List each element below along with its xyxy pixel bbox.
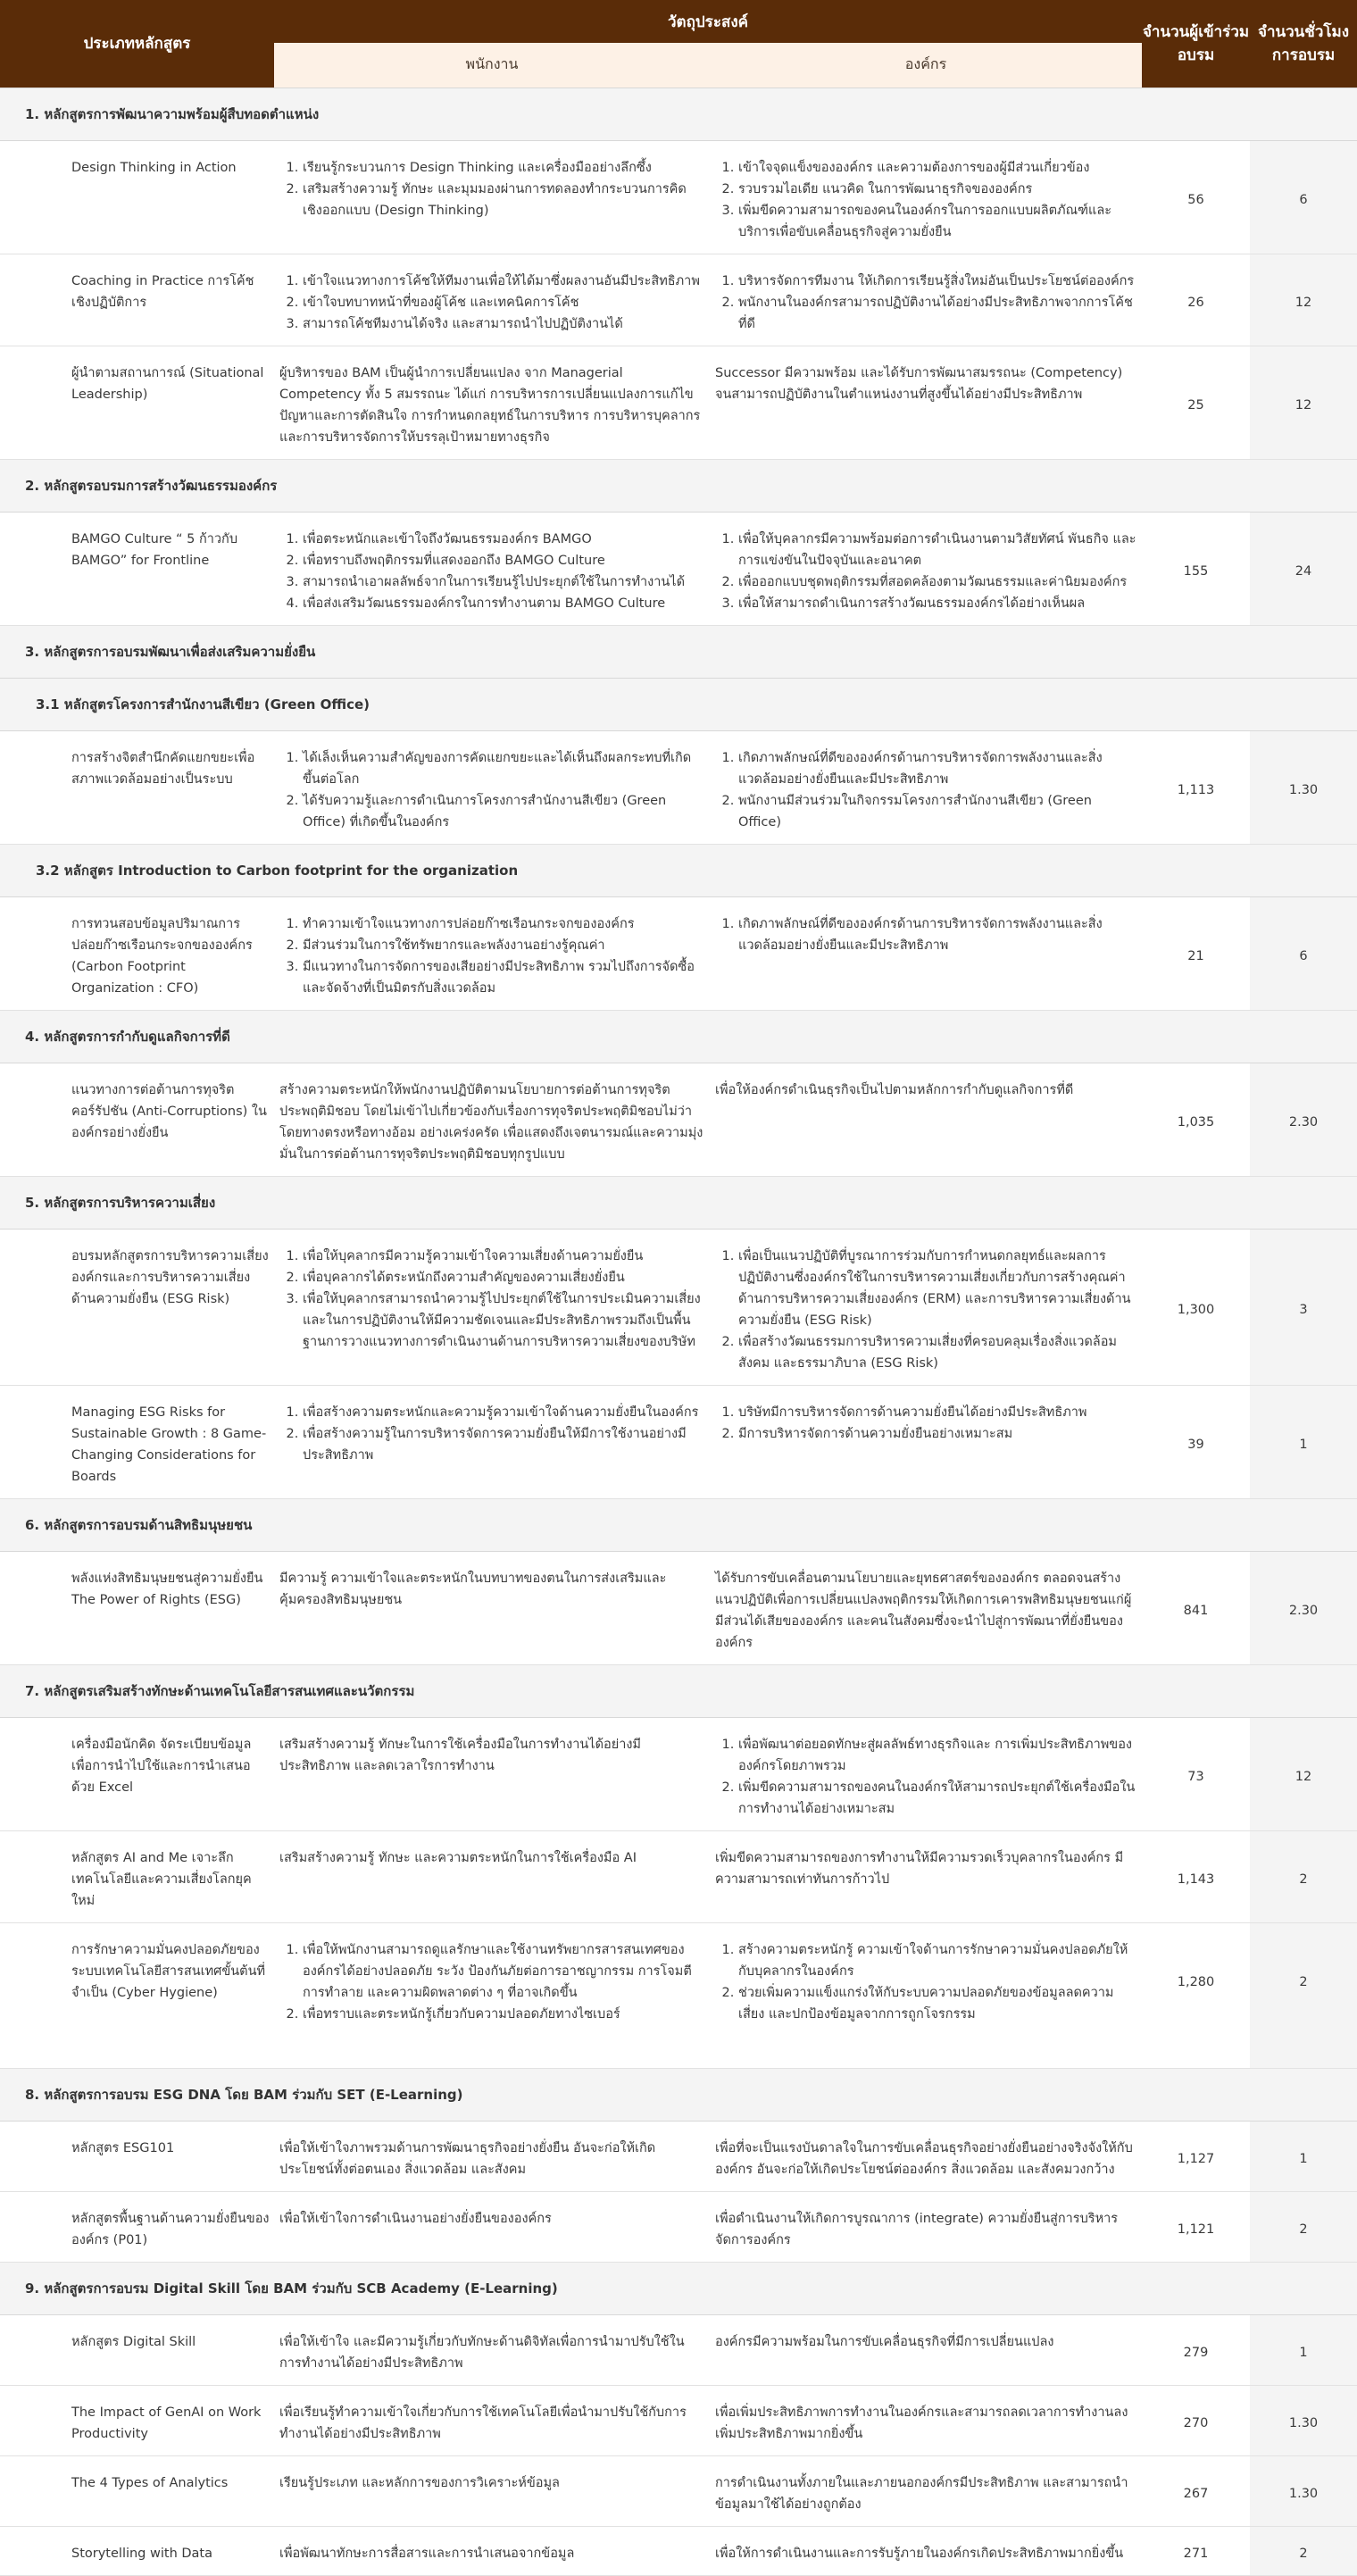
- section-header: [0, 1176, 1357, 1229]
- objective-item: 2. เพื่อสร้างความรู้ในการบริหารจัดการความยั่งยืนให้มีการใช้งานอย่างมีประสิทธิภาพ: [303, 1423, 704, 1466]
- organization-objective-list: [715, 913, 1136, 956]
- training-hours: 2.30: [1250, 1063, 1357, 1176]
- course-name: Design Thinking in Action: [0, 140, 274, 254]
- employee-objective: [274, 512, 710, 625]
- organization-objective: เพื่อให้องค์กรดำเนินธุรกิจเป็นไปตามหลักการกำกับดูแลกิจการที่ดี: [710, 1063, 1142, 1176]
- section-title: 6. หลักสูตรการอบรมด้านสิทธิมนุษยชน: [0, 1498, 1357, 1551]
- employee-objective: [274, 140, 710, 254]
- organization-objective: เพิ่มขีดความสามารถของการทำงานให้มีความรวดเร็วบุคลากรในองค์กร มีความสามารถเท่าทันการก้าวไป: [710, 1830, 1142, 1922]
- organization-objective: การดำเนินงานทั้งภายในและภายนอกองค์กรมีประสิทธิภาพ และสามารถนำข้อมูลมาใช้ได้อย่างถูกต้อง: [710, 2455, 1142, 2526]
- course-name: The Impact of GenAI on Work Productivity: [0, 2385, 274, 2455]
- course-name: หลักสูตรพื้นฐานด้านความยั่งยืนขององค์กร (P01): [0, 2191, 274, 2262]
- objective-item: 3. เพิ่มขีดความสามารถของคนในองค์กรในการออกแบบผลิตภัณฑ์และบริการเพื่อขับเคลื่อนธุรกิจสู่ความยั่งยืน: [738, 200, 1136, 243]
- training-hours: 24: [1250, 512, 1357, 625]
- objective-item: 3. มีแนวทางในการจัดการของเสียอย่างมีประสิทธิภาพ รวมไปถึงการจัดซื้อและจัดจ้างที่เป็นมิตรกับสิ่งแวดล้อม: [303, 956, 704, 999]
- employee-objective: [274, 254, 710, 346]
- table-row: [0, 1922, 1357, 2068]
- training-hours: 12: [1250, 346, 1357, 459]
- organization-objective-list: [715, 529, 1136, 614]
- employee-objective-list: [279, 529, 704, 614]
- employee-objective-list: [279, 157, 704, 221]
- objective-item: 2. เพื่อบุคลากรได้ตระหนักถึงความสำคัญของความเสี่ยงยั่งยืน: [303, 1267, 704, 1288]
- employee-objective: [274, 1922, 710, 2068]
- organization-objective-list: [715, 1734, 1136, 1820]
- participants-count: 1,035: [1142, 1063, 1250, 1176]
- objective-item: 2. เสริมสร้างความรู้ ทักษะ และมุมมองผ่านการทดลองทำกระบวนการคิดเชิงออกแบบ (Design Thinking): [303, 179, 704, 221]
- objective-item: 3. สามารถนำเอาผลลัพธ์จากในการเรียนรู้ไปประยุกต์ใช้ในการทำงานได้: [303, 571, 704, 593]
- employee-objective: สร้างความตระหนักให้พนักงานปฏิบัติตามนโยบายการต่อต้านการทุจริตประพฤติมิชอบ โดยไม่เข้าไปเกี่ยวข้องกับเรื่องการทุจริตประพฤติมิชอบไม่ว่าโดยทางตรงหรือทางอ้อม อย่างเคร่งครัด เพื่อแสดงถึงเจตนารมณ์และความมุ่งมั่นในการต่อต้านการทุจริตประพฤติมิชอบทุกรูปแบบ: [274, 1063, 710, 1176]
- objective-item: 1. เพื่อให้พนักงานสามารถดูแลรักษาและใช้งานทรัพยากรสารสนเทศขององค์กรได้อย่างปลอดภัย ระวัง ป้องกันภัยต่อการอาชญากรรม การโจมตี การทำลาย และความผิดพลาดต่าง ๆ ที่อาจเกิดขึ้น: [303, 1939, 704, 2004]
- objective-item: 1. เพื่อให้บุคลากรมีความพร้อมต่อการดำเนินงานตามวิสัยทัศน์ พันธกิจ และการแข่งขันในปัจจุบันและอนาคต: [738, 529, 1136, 571]
- training-hours: 6: [1250, 896, 1357, 1010]
- organization-objective: ได้รับการขับเคลื่อนตามนโยบายและยุทธศาสตร์ขององค์กร ตลอดจนสร้างแนวปฏิบัติเพื่อการเปลี่ยนแปลงพฤติกรรมให้เกิดการเคารพสิทธิมนุษยชนแก่ผู้มีส่วนได้เสียขององค์กร และคนในสังคมซึ่งจะนำไปสู่การพัฒนาที่ยั่งยืนขององค์กร: [710, 1551, 1142, 1664]
- training-hours: 1: [1250, 2121, 1357, 2191]
- section-header: [0, 625, 1357, 678]
- organization-objective: [710, 1385, 1142, 1498]
- section-header: [0, 1498, 1357, 1551]
- organization-objective: เพื่อดำเนินงานให้เกิดการบูรณาการ (integrate) ความยั่งยืนสู่การบริหารจัดการองค์กร: [710, 2191, 1142, 2262]
- objective-item: 2. เพื่อออกแบบชุดพฤติกรรมที่สอดคล้องตามวัฒนธรรมและค่านิยมองค์กร: [738, 571, 1136, 593]
- table-row: [0, 2121, 1357, 2191]
- objective-item: 1. เรียนรู้กระบวนการ Design Thinking และเครื่องมืออย่างลึกซึ้ง: [303, 157, 704, 179]
- organization-objective: [710, 730, 1142, 844]
- objective-item: 2. เพิ่มขีดความสามารถของคนในองค์กรให้สามารถประยุกต์ใช้เครื่องมือในการทำงานได้อย่างเหมาะสม: [738, 1777, 1136, 1820]
- participants-count: 1,113: [1142, 730, 1250, 844]
- objective-item: 2. พนักงานมีส่วนร่วมในกิจกรรมโครงการสำนักงานสีเขียว (Green Office): [738, 790, 1136, 833]
- participants-count: 1,143: [1142, 1830, 1250, 1922]
- participants-count: 1,127: [1142, 2121, 1250, 2191]
- header-participants: จำนวนผู้เข้าร่วมอบรม: [1142, 0, 1250, 88]
- organization-objective: [710, 512, 1142, 625]
- organization-objective-list: [715, 1939, 1136, 2025]
- employee-objective: เพื่อพัฒนาทักษะการสื่อสารและการนำเสนอจากข้อมูล: [274, 2526, 710, 2575]
- table-row: [0, 346, 1357, 459]
- section-header: [0, 459, 1357, 512]
- course-name: หลักสูตร Digital Skill: [0, 2314, 274, 2385]
- organization-objective-list: [715, 1246, 1136, 1374]
- objective-item: 1. เข้าใจจุดแข็งขององค์กร และความต้องการของผู้มีส่วนเกี่ยวข้อง: [738, 157, 1136, 179]
- course-name: หลักสูตร AI and Me เจาะลึกเทคโนโลยีและความเสี่ยงโลกยุคใหม่: [0, 1830, 274, 1922]
- organization-objective-list: [715, 157, 1136, 243]
- header-course-type: ประเภทหลักสูตร: [0, 0, 274, 88]
- objective-item: 1. เข้าใจแนวทางการโค้ชให้ทีมงานเพื่อให้ได้มาซึ่งผลงานอันมีประสิทธิภาพ: [303, 271, 704, 292]
- course-name: การสร้างจิตสำนึกคัดแยกขยะเพื่อสภาพแวดล้อมอย่างเป็นระบบ: [0, 730, 274, 844]
- objective-item: 2. ได้รับความรู้และการดำเนินการโครงการสำนักงานสีเขียว (Green Office) ที่เกิดขึ้นในองค์กร: [303, 790, 704, 833]
- objective-item: 2. เพื่อทราบและตระหนักรู้เกี่ยวกับความปลอดภัยทางไซเบอร์: [303, 2004, 704, 2025]
- employee-objective-list: [279, 747, 704, 833]
- section-title: 3.1 หลักสูตรโครงการสำนักงานสีเขียว (Green Office): [0, 678, 1357, 730]
- employee-objective: เสริมสร้างความรู้ ทักษะ และความตระหนักในการใช้เครื่องมือ AI: [274, 1830, 710, 1922]
- participants-count: 155: [1142, 512, 1250, 625]
- table-row: [0, 730, 1357, 844]
- objective-item: 2. มีส่วนร่วมในการใช้ทรัพยากรและพลังงานอย่างรู้คุณค่า: [303, 935, 704, 956]
- objective-item: 1. เพื่อพัฒนาต่อยอดทักษะสู่ผลลัพธ์ทางธุรกิจและ การเพิ่มประสิทธิภาพขององค์กรโดยภาพรวม: [738, 1734, 1136, 1777]
- section-title: 4. หลักสูตรการกำกับดูแลกิจการที่ดี: [0, 1010, 1357, 1063]
- employee-objective: [274, 1229, 710, 1385]
- training-hours: 3: [1250, 1229, 1357, 1385]
- objective-item: 1. เพื่อให้บุคลากรมีความรู้ความเข้าใจความเสี่ยงด้านความยั่งยืน: [303, 1246, 704, 1267]
- course-name: อบรมหลักสูตรการบริหารความเสี่ยงองค์กรและการบริหารความเสี่ยงด้านความยั่งยืน (ESG Risk): [0, 1229, 274, 1385]
- training-hours: 6: [1250, 140, 1357, 254]
- organization-objective-list: [715, 747, 1136, 833]
- table-row: [0, 2314, 1357, 2385]
- objective-item: 1. เพื่อสร้างความตระหนักและความรู้ความเข้าใจด้านความยั่งยืนในองค์กร: [303, 1402, 704, 1423]
- organization-objective: เพื่อเพิ่มประสิทธิภาพการทำงานในองค์กรและสามารถลดเวลาการทำงานลงเพิ่มประสิทธิภาพมากยิ่งขึ้น: [710, 2385, 1142, 2455]
- table-row: [0, 1551, 1357, 1664]
- organization-objective: [710, 254, 1142, 346]
- subsection-header: [0, 678, 1357, 730]
- training-hours: 1.30: [1250, 2385, 1357, 2455]
- training-hours: 1.30: [1250, 2455, 1357, 2526]
- objective-item: 2. ช่วยเพิ่มความแข็งแกร่งให้กับระบบความปลอดภัยของข้อมูลลดความเสี่ยง และปกป้องข้อมูลจากการถูกโจรกรรม: [738, 1982, 1136, 2025]
- participants-count: 73: [1142, 1717, 1250, 1830]
- table-header: [0, 0, 1357, 88]
- employee-objective: เสริมสร้างความรู้ ทักษะในการใช้เครื่องมือในการทำงานได้อย่างมีประสิทธิภาพ และลดเวลาใรการทำงาน: [274, 1717, 710, 1830]
- section-title: 7. หลักสูตรเสริมสร้างทักษะด้านเทคโนโลยีสารสนเทศและนวัตกรรม: [0, 1664, 1357, 1717]
- employee-objective-list: [279, 271, 704, 335]
- employee-objective: ผู้บริหารของ BAM เป็นผู้นำการเปลี่ยนแปลง จาก Managerial Competency ทั้ง 5 สมรรถนะ ได้แก่ การบริหารการเปลี่ยนแปลงการแก้ไขปัญหาและการตัดสินใจ การกำหนดกลยุทธ์ในการบริหาร การบริหารบุคลากร และการบริหารจัดการให้บรรลุเป้าหมายทางธุรกิจ: [274, 346, 710, 459]
- objective-item: 1. ทำความเข้าใจแนวทางการปล่อยก๊าซเรือนกระจกขององค์กร: [303, 913, 704, 935]
- table-row: [0, 1385, 1357, 1498]
- organization-objective-list: [715, 1402, 1136, 1445]
- objective-item: 1. บริษัทมีการบริหารจัดการด้านความยั่งยืนได้อย่างมีประสิทธิภาพ: [738, 1402, 1136, 1423]
- table-row: [0, 896, 1357, 1010]
- section-title: 9. หลักสูตรการอบรม Digital Skill โดย BAM ร่วมกับ SCB Academy (E-Learning): [0, 2262, 1357, 2314]
- participants-count: 267: [1142, 2455, 1250, 2526]
- organization-objective: เพื่อให้การดำเนินงานและการรับรู้ภายในองค์กรเกิดประสิทธิภาพมากยิ่งขึ้น: [710, 2526, 1142, 2575]
- employee-objective: มีความรู้ ความเข้าใจและตระหนักในบทบาทของตนในการส่งเสริมและคุ้มครองสิทธิมนุษยชน: [274, 1551, 710, 1664]
- table-row: [0, 1229, 1357, 1385]
- objective-item: 2. รวบรวมไอเดีย แนวคิด ในการพัฒนาธุรกิจขององค์กร: [738, 179, 1136, 200]
- course-name: Coaching in Practice การโค้ชเชิงปฏิบัติการ: [0, 254, 274, 346]
- objective-item: 3. สามารถโค้ชทีมงานได้จริง และสามารถนำไปปฏิบัติงานได้: [303, 313, 704, 335]
- participants-count: 1,300: [1142, 1229, 1250, 1385]
- course-name: พลังแห่งสิทธิมนุษยชนสู่ความยั่งยืน The Power of Rights (ESG): [0, 1551, 274, 1664]
- training-hours: 2: [1250, 1830, 1357, 1922]
- table-row: [0, 2385, 1357, 2455]
- participants-count: 21: [1142, 896, 1250, 1010]
- employee-objective-list: [279, 1939, 704, 2025]
- organization-objective: [710, 1229, 1142, 1385]
- training-hours: 12: [1250, 1717, 1357, 1830]
- organization-objective: [710, 140, 1142, 254]
- objective-item: 1. บริหารจัดการทีมงาน ให้เกิดการเรียนรู้สิ่งใหม่อันเป็นประโยชน์ต่อองค์กร: [738, 271, 1136, 292]
- subsection-header: [0, 844, 1357, 896]
- employee-objective: [274, 730, 710, 844]
- section-title: 1. หลักสูตรการพัฒนาความพร้อมผู้สืบทอดตำแหน่ง: [0, 88, 1357, 140]
- course-name: BAMGO Culture “ 5 ก้าวกับ BAMGO” for Frontline: [0, 512, 274, 625]
- participants-count: 26: [1142, 254, 1250, 346]
- participants-count: 56: [1142, 140, 1250, 254]
- objective-item: 2. พนักงานในองค์กรสามารถปฏิบัติงานได้อย่างมีประสิทธิภาพจากการโค้ชที่ดี: [738, 292, 1136, 335]
- participants-count: 39: [1142, 1385, 1250, 1498]
- employee-objective-list: [279, 913, 704, 999]
- course-name: Storytelling with Data: [0, 2526, 274, 2575]
- participants-count: 279: [1142, 2314, 1250, 2385]
- table-row: [0, 1830, 1357, 1922]
- section-header: [0, 2068, 1357, 2121]
- objective-item: 2. เพื่อทราบถึงพฤติกรรมที่แสดงออกถึง BAMGO Culture: [303, 550, 704, 571]
- objective-item: 1. เกิดภาพลักษณ์ที่ดีขององค์กรด้านการบริหารจัดการพลังงานและสิ่งแวดล้อมอย่างยั่งยืนและมีประสิทธิภาพ: [738, 913, 1136, 956]
- participants-count: 270: [1142, 2385, 1250, 2455]
- course-name: แนวทางการต่อต้านการทุจริตคอร์รัปชัน (Anti-Corruptions) ในองค์กรอย่างยั่งยืน: [0, 1063, 274, 1176]
- table-row: [0, 254, 1357, 346]
- section-title: 2. หลักสูตรอบรมการสร้างวัฒนธรรมองค์กร: [0, 459, 1357, 512]
- objective-item: 3. เพื่อให้บุคลากรสามารถนำความรู้ไปประยุกต์ใช้ในการประเมินความเสี่ยงและในการปฏิบัติงานให้มีความชัดเจนและมีประสิทธิภาพรวมถึงเป็นพื้นฐานการวางแนวทางการดำเนินงานด้านการบริหารความเสี่ยงของบริษัท: [303, 1288, 704, 1353]
- training-hours: 2: [1250, 1922, 1357, 2068]
- header-employee: พนักงาน: [274, 43, 710, 88]
- training-hours: 2.30: [1250, 1551, 1357, 1664]
- header-hours: จำนวนชั่วโมงการอบรม: [1250, 0, 1357, 88]
- section-header: [0, 88, 1357, 140]
- table-row: [0, 2455, 1357, 2526]
- table-row: [0, 1063, 1357, 1176]
- table-row: [0, 2191, 1357, 2262]
- course-name: การรักษาความมั่นคงปลอดภัยของระบบเทคโนโลยีสารสนเทศขั้นต้นที่จำเป็น (Cyber Hygiene): [0, 1922, 274, 2068]
- organization-objective: เพื่อที่จะเป็นแรงบันดาลใจในการขับเคลื่อนธุรกิจอย่างยั่งยืนอย่างจริงจังให้กับองค์กร อันจะก่อให้เกิดประโยชน์ต่อองค์กร สิ่งแวดล้อม และสังคมวงกว้าง: [710, 2121, 1142, 2191]
- table-row: [0, 2526, 1357, 2575]
- training-hours: 1.30: [1250, 730, 1357, 844]
- section-title: 8. หลักสูตรการอบรม ESG DNA โดย BAM ร่วมกับ SET (E-Learning): [0, 2068, 1357, 2121]
- table-row: [0, 1717, 1357, 1830]
- section-title: 3. หลักสูตรการอบรมพัฒนาเพื่อส่งเสริมความยั่งยืน: [0, 625, 1357, 678]
- employee-objective-list: [279, 1246, 704, 1353]
- objective-item: 1. สร้างความตระหนักรู้ ความเข้าใจด้านการรักษาความมั่นคงปลอดภัยให้กับบุคลากรในองค์กร: [738, 1939, 1136, 1982]
- course-name: Managing ESG Risks for Sustainable Growth : 8 Game-Changing Considerations for Boards: [0, 1385, 274, 1498]
- organization-objective: องค์กรมีความพร้อมในการขับเคลื่อนธุรกิจที่มีการเปลี่ยนแปลง: [710, 2314, 1142, 2385]
- table-row: [0, 512, 1357, 625]
- participants-count: 1,280: [1142, 1922, 1250, 2068]
- employee-objective: เพื่อเรียนรู้ทำความเข้าใจเกี่ยวกับการใช้เทคโนโลยีเพื่อนำมาปรับใช้กับการทำงานได้อย่างมีประสิทธิภาพ: [274, 2385, 710, 2455]
- employee-objective: [274, 896, 710, 1010]
- course-name: หลักสูตร ESG101: [0, 2121, 274, 2191]
- course-name: การทวนสอบข้อมูลปริมาณการปล่อยก๊าซเรือนกระจกขององค์กร (Carbon Footprint Organization : CFO): [0, 896, 274, 1010]
- training-hours: 1: [1250, 2314, 1357, 2385]
- participants-count: 271: [1142, 2526, 1250, 2575]
- training-hours: 2: [1250, 2526, 1357, 2575]
- organization-objective: [710, 1922, 1142, 2068]
- participants-count: 1,121: [1142, 2191, 1250, 2262]
- course-name: The 4 Types of Analytics: [0, 2455, 274, 2526]
- organization-objective: [710, 1717, 1142, 1830]
- section-header: [0, 2262, 1357, 2314]
- table-body: [0, 88, 1357, 2575]
- objective-item: 1. เพื่อเป็นแนวปฏิบัติที่บูรณาการร่วมกับการกำหนดกลยุทธ์และผลการปฏิบัติงานซึ่งองค์กรใช้ในการบริหารความเสี่ยงเกี่ยวกับการสร้างคุณค่า ด้านการบริหารความเสี่ยงองค์กร (ERM) และการบริหารความเสี่ยงด้านความยั่งยืน (ESG Risk): [738, 1246, 1136, 1331]
- section-header: [0, 1010, 1357, 1063]
- training-hours: 1: [1250, 1385, 1357, 1498]
- header-objective: วัตถุประสงค์: [274, 0, 1142, 43]
- objective-item: 1. ได้เล็งเห็นความสำคัญของการคัดแยกขยะและได้เห็นถึงผลกระทบที่เกิดขึ้นต่อโลก: [303, 747, 704, 790]
- organization-objective: Successor มีความพร้อม และได้รับการพัฒนาสมรรถนะ (Competency) จนสามารถปฏิบัติงานในตำแหน่งงานที่สูงขึ้นได้อย่างมีประสิทธิภาพ: [710, 346, 1142, 459]
- employee-objective: เพื่อให้เข้าใจภาพรวมด้านการพัฒนาธุรกิจอย่างยั่งยืน อันจะก่อให้เกิดประโยชน์ทั้งต่อตนเอง สิ่งแวดล้อม และสังคม: [274, 2121, 710, 2191]
- header-organization: องค์กร: [710, 43, 1142, 88]
- training-hours: 12: [1250, 254, 1357, 346]
- organization-objective-list: [715, 271, 1136, 335]
- objective-item: 3. เพื่อให้สามารถดำเนินการสร้างวัฒนธรรมองค์กรได้อย่างเห็นผล: [738, 593, 1136, 614]
- employee-objective: เพื่อให้เข้าใจ และมีความรู้เกี่ยวกับทักษะด้านดิจิทัลเพื่อการนำมาปรับใช้ในการทำงานได้อย่างมีประสิทธิภาพ: [274, 2314, 710, 2385]
- course-name: เครื่องมือนักคิด จัดระเบียบข้อมูลเพื่อการนำไปใช้และการนำเสนอ ด้วย Excel: [0, 1717, 274, 1830]
- objective-item: 2. มีการบริหารจัดการด้านความยั่งยืนอย่างเหมาะสม: [738, 1423, 1136, 1445]
- objective-item: 2. เข้าใจบทบาทหน้าที่ของผู้โค้ช และเทคนิคการโค้ช: [303, 292, 704, 313]
- organization-objective: [710, 896, 1142, 1010]
- section-header: [0, 1664, 1357, 1717]
- employee-objective-list: [279, 1402, 704, 1466]
- table-row: [0, 140, 1357, 254]
- employee-objective: เรียนรู้ประเภท และหลักการของการวิเคราะห์ข้อมูล: [274, 2455, 710, 2526]
- objective-item: 2. เพื่อสร้างวัฒนธรรมการบริหารความเสี่ยงที่ครอบคลุมเรื่องสิ่งแวดล้อม สังคม และธรรมาภิบาล (ESG Risk): [738, 1331, 1136, 1374]
- objective-item: 1. เพื่อตระหนักและเข้าใจถึงวัฒนธรรมองค์กร BAMGO: [303, 529, 704, 550]
- section-title: 3.2 หลักสูตร Introduction to Carbon footprint for the organization: [0, 844, 1357, 896]
- training-hours: 2: [1250, 2191, 1357, 2262]
- objective-item: 4. เพื่อส่งเสริมวัฒนธรรมองค์กรในการทำงานตาม BAMGO Culture: [303, 593, 704, 614]
- course-name: ผู้นำตามสถานการณ์ (Situational Leadership): [0, 346, 274, 459]
- participants-count: 25: [1142, 346, 1250, 459]
- employee-objective: เพื่อให้เข้าใจการดำเนินงานอย่างยั่งยืนขององค์กร: [274, 2191, 710, 2262]
- participants-count: 841: [1142, 1551, 1250, 1664]
- employee-objective: [274, 1385, 710, 1498]
- objective-item: 1. เกิดภาพลักษณ์ที่ดีขององค์กรด้านการบริหารจัดการพลังงานและสิ่งแวดล้อมอย่างยั่งยืนและมีประสิทธิภาพ: [738, 747, 1136, 790]
- section-title: 5. หลักสูตรการบริหารความเสี่ยง: [0, 1176, 1357, 1229]
